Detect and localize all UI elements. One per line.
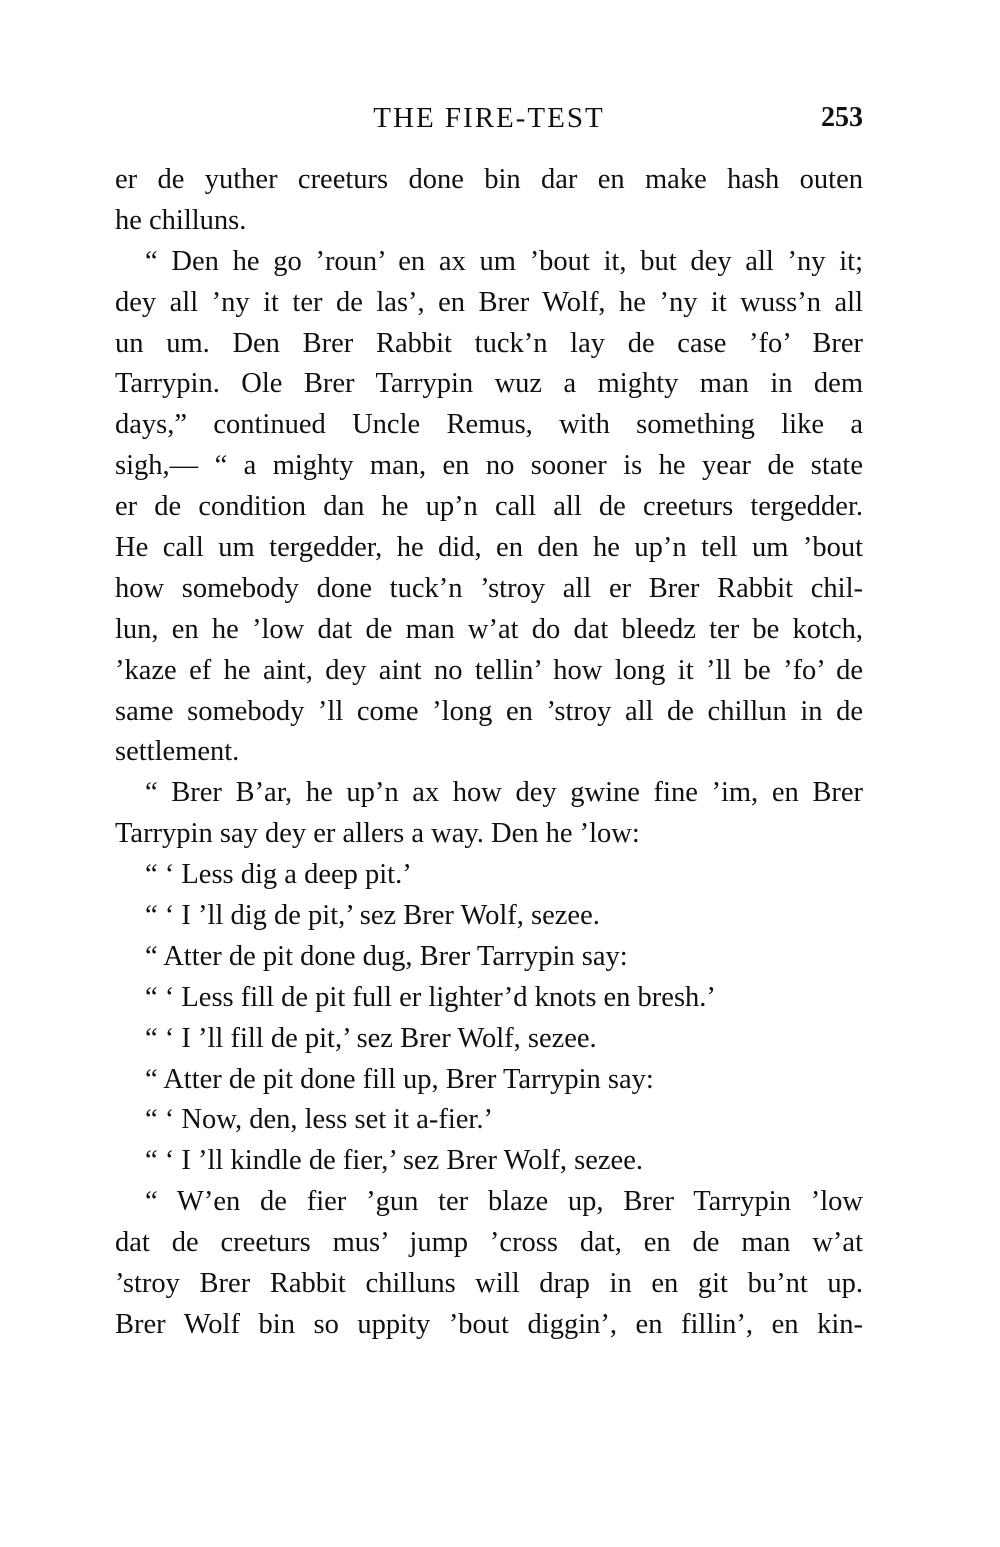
text-line: er de yuther creeturs done bin dar en make hash outen [115, 164, 863, 195]
text-line: dey all ’ny it ter de las’, en Brer Wolf, he ’ny it wuss’n all [115, 286, 863, 318]
text-line: “ W’en de fier ’gun ter blaze up, Brer Tarrypin ’low [145, 1186, 863, 1218]
text-line: “ Den he go ’roun’ en ax um ’bout it, but dey all ’ny it; [145, 245, 863, 277]
text-line: un um. Den Brer Rabbit tuck’n lay de case ’fo’ Brer [115, 327, 863, 359]
text-line: “ ‘ Less fill de pit full er lighter’d knots en bresh.’ [145, 981, 716, 1013]
text-line: “ ‘ I ’ll dig de pit,’ sez Brer Wolf, sezee. [145, 900, 600, 932]
text-line: days,” continued Uncle Remus, with something like a [115, 409, 863, 441]
text-line: Tarrypin say dey er allers a way. Den he ’low: [115, 818, 640, 850]
text-line: he chilluns. [115, 204, 247, 236]
text-line: “ Atter de pit done dug, Brer Tarrypin say: [145, 940, 628, 972]
text-line: lun, en he ’low dat de man w’at do dat bleedz ter be kotch, [115, 613, 863, 645]
body-text [115, 160, 863, 1346]
text-line: settlement. [115, 736, 240, 768]
text-line: “ Atter de pit done fill up, Brer Tarrypin say: [145, 1063, 654, 1095]
text-line: “ ‘ I ’ll fill de pit,’ sez Brer Wolf, sezee. [145, 1022, 597, 1054]
text-line: “ ‘ I ’ll kindle de fier,’ sez Brer Wolf, sezee. [145, 1145, 643, 1177]
text-line: Brer Wolf bin so uppity ’bout diggin’, en fillin’, en kin- [115, 1308, 863, 1340]
text-line: “ ‘ Now, den, less set it a-fier.’ [145, 1104, 493, 1136]
text-line: er de condition dan he up’n call all de creeturs tergedder. [115, 491, 863, 523]
text-line: dat de creeturs mus’ jump ’cross dat, en de man w’at [115, 1227, 863, 1259]
running-head [115, 96, 863, 140]
text-line: He call um tergedder, he did, en den he up’n tell um ’bout [115, 532, 863, 564]
text-line: ’kaze ef he aint, dey aint no tellin’ how long it ’ll be ’fo’ de [115, 654, 863, 686]
text-line: how somebody done tuck’n ’stroy all er Brer Rabbit chil- [115, 572, 863, 604]
text-line: “ Brer B’ar, he up’n ax how dey gwine fine ’im, en Brer [145, 777, 863, 809]
text-line: same somebody ’ll come ’long en ’stroy all de chillun in de [115, 695, 863, 727]
text-line: sigh,— “ a mighty man, en no sooner is he year de state [115, 450, 863, 482]
page-number: 253 [821, 102, 863, 133]
text-line: ’stroy Brer Rabbit chilluns will drap in en git bu’nt up. [115, 1268, 863, 1300]
running-title: THE FIRE-TEST [373, 102, 605, 134]
text-line: Tarrypin. Ole Brer Tarrypin wuz a mighty man in dem [115, 368, 863, 400]
text-line: “ ‘ Less dig a deep pit.’ [145, 859, 412, 891]
